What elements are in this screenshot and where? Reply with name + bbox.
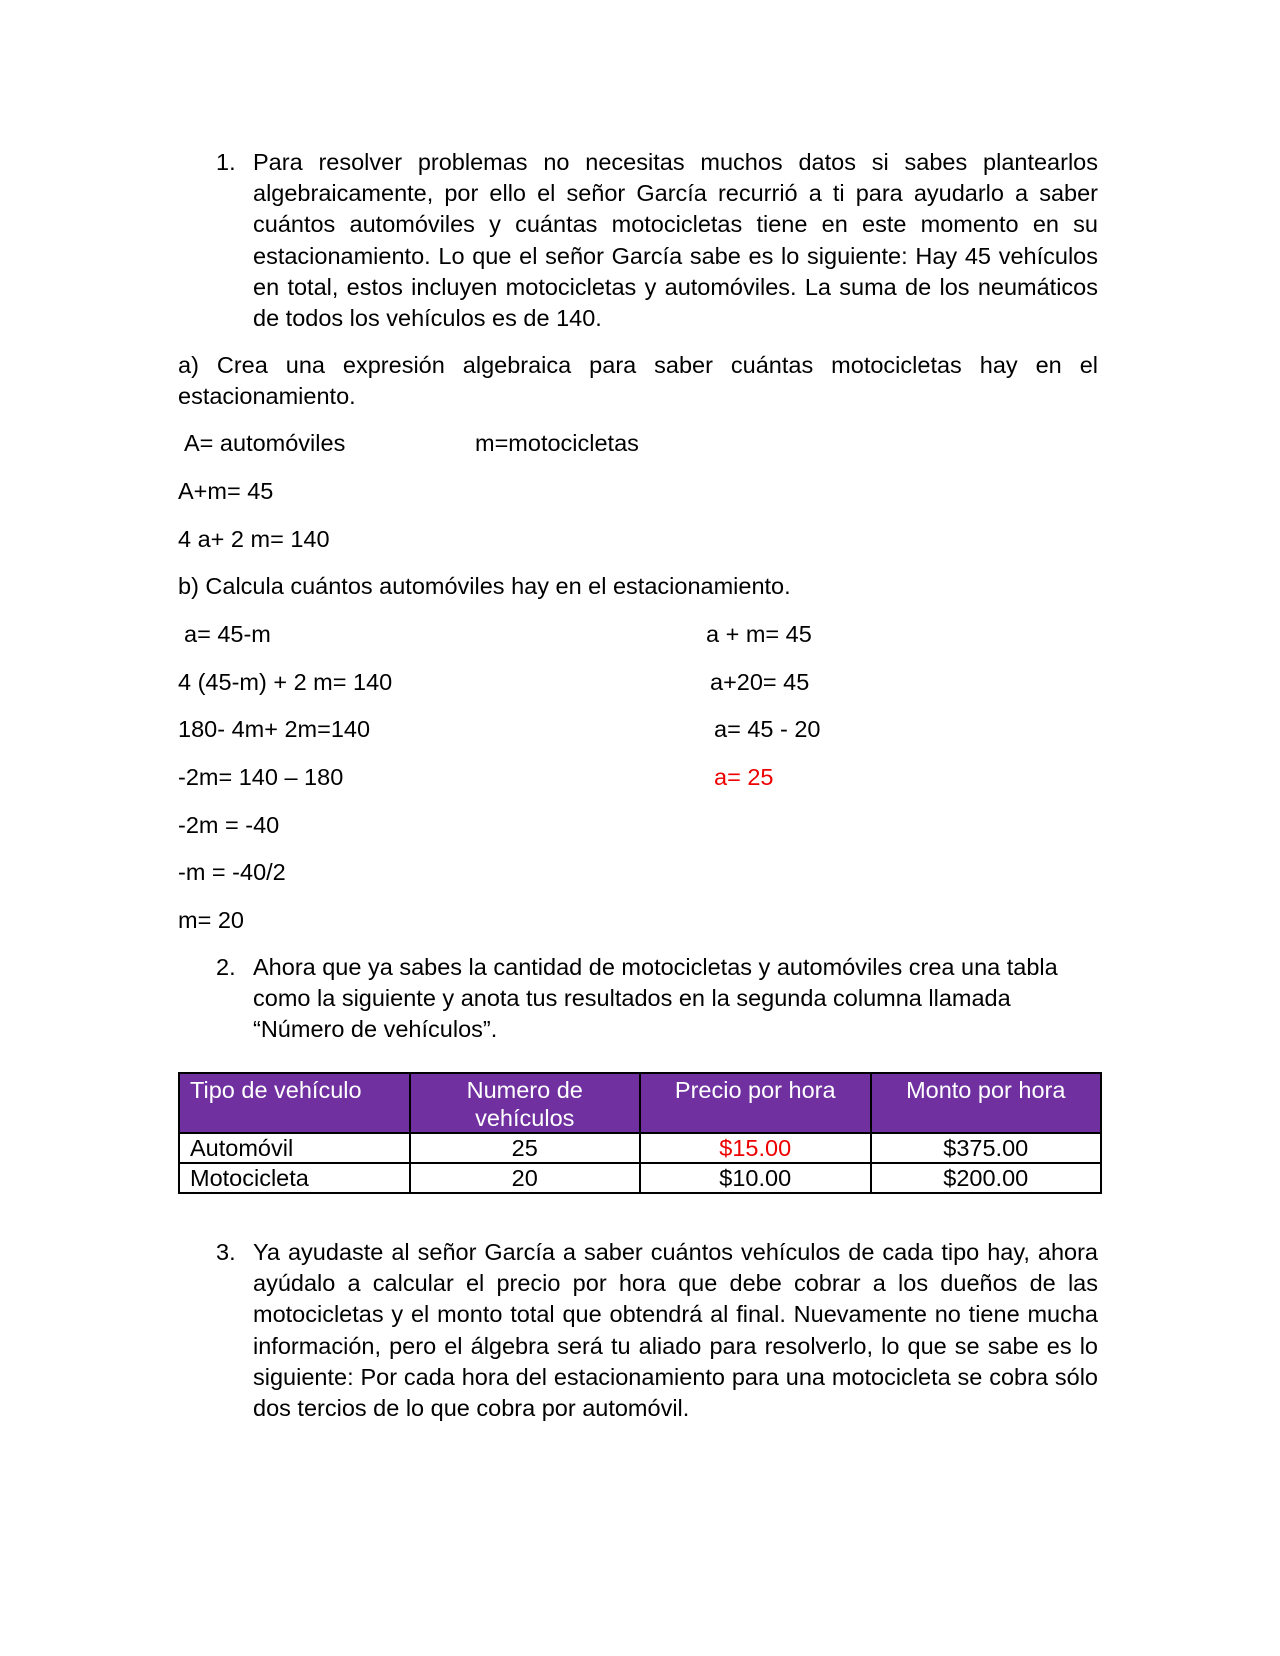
table-row (179, 1133, 1101, 1163)
part-a-question: a) Crea una expresión algebraica para saber cuántas motocicletas hay en el estacionamiento. (178, 352, 1098, 409)
cell-amount: $375.00 (871, 1133, 1102, 1163)
step-left: -m = -40/2 (178, 859, 286, 885)
equation-2: 4 a+ 2 m= 140 (178, 526, 330, 552)
problem-3-text: Ya ayudaste al señor García a saber cuántos vehículos de cada tipo hay, ahora ayúdalo a calcular el precio por hora que debe cobrar a los dueños de las motocicletas y el monto total que obtendrá al final. Nuevamente no tiene mucha información, pero el álgebra será tu aliado para resolverlo, lo que se sabe es lo siguiente: Por cada hora del estacionamiento para una motocicleta se cobra sólo dos tercios de lo que cobra por automóvil. (253, 1239, 1098, 1422)
table-row (179, 1163, 1101, 1193)
cell-price: $15.00 (640, 1133, 871, 1163)
step-left: -2m= 140 – 180 (178, 764, 344, 790)
equation-1: A+m= 45 (178, 478, 274, 504)
list-number: 2. (216, 954, 236, 980)
step-left: -2m = -40 (178, 812, 280, 838)
cell-amount: $200.00 (871, 1163, 1102, 1193)
part-b-question: b) Calcula cuántos automóviles hay en el estacionamiento. (178, 573, 791, 599)
vehicle-table (178, 1072, 1102, 1194)
header-vehicle-count: Numero de vehículos (410, 1073, 641, 1133)
header-amount-per-hour: Monto por hora (871, 1073, 1102, 1133)
step-right: a+20= 45 (710, 669, 810, 695)
step-left: 4 (45-m) + 2 m= 140 (178, 669, 393, 695)
cell-type: Motocicleta (179, 1163, 410, 1193)
problem-2-text: Ahora que ya sabes la cantidad de motocicletas y automóviles crea una tabla como la siguiente y anota tus resultados en la segunda columna llamada “Número de vehículos”. (253, 954, 1058, 1043)
step-right: a + m= 45 (706, 621, 812, 647)
definition-m: m=motocicletas (475, 430, 639, 456)
list-number: 1. (216, 149, 236, 175)
step-right: a= 45 - 20 (714, 716, 821, 742)
cell-type: Automóvil (179, 1133, 410, 1163)
result-m: m= 20 (178, 907, 244, 933)
definition-a: A= automóviles (184, 430, 346, 456)
list-number: 3. (216, 1239, 236, 1265)
problem-1-text: Para resolver problemas no necesitas muchos datos si sabes plantearlos algebraicamente, por ello el señor García recurrió a ti para ayudarlo a saber cuántos automóviles y cuántas motocicletas tiene en este momento en su estacionamiento. Lo que el señor García sabe es lo siguiente: Hay 45 vehículos en total, estos incluyen motocicletas y automóviles. La suma de los neumáticos de todos los vehículos es de 140. (253, 149, 1098, 332)
cell-price: $10.00 (640, 1163, 871, 1193)
table-header-row (179, 1073, 1101, 1133)
cell-count: 20 (410, 1163, 641, 1193)
header-vehicle-type: Tipo de vehículo (179, 1073, 410, 1133)
step-left: 180- 4m+ 2m=140 (178, 716, 371, 742)
result-a: a= 25 (714, 764, 774, 790)
cell-count: 25 (410, 1133, 641, 1163)
step-left: a= 45-m (184, 621, 271, 647)
header-price-per-hour: Precio por hora (640, 1073, 871, 1133)
